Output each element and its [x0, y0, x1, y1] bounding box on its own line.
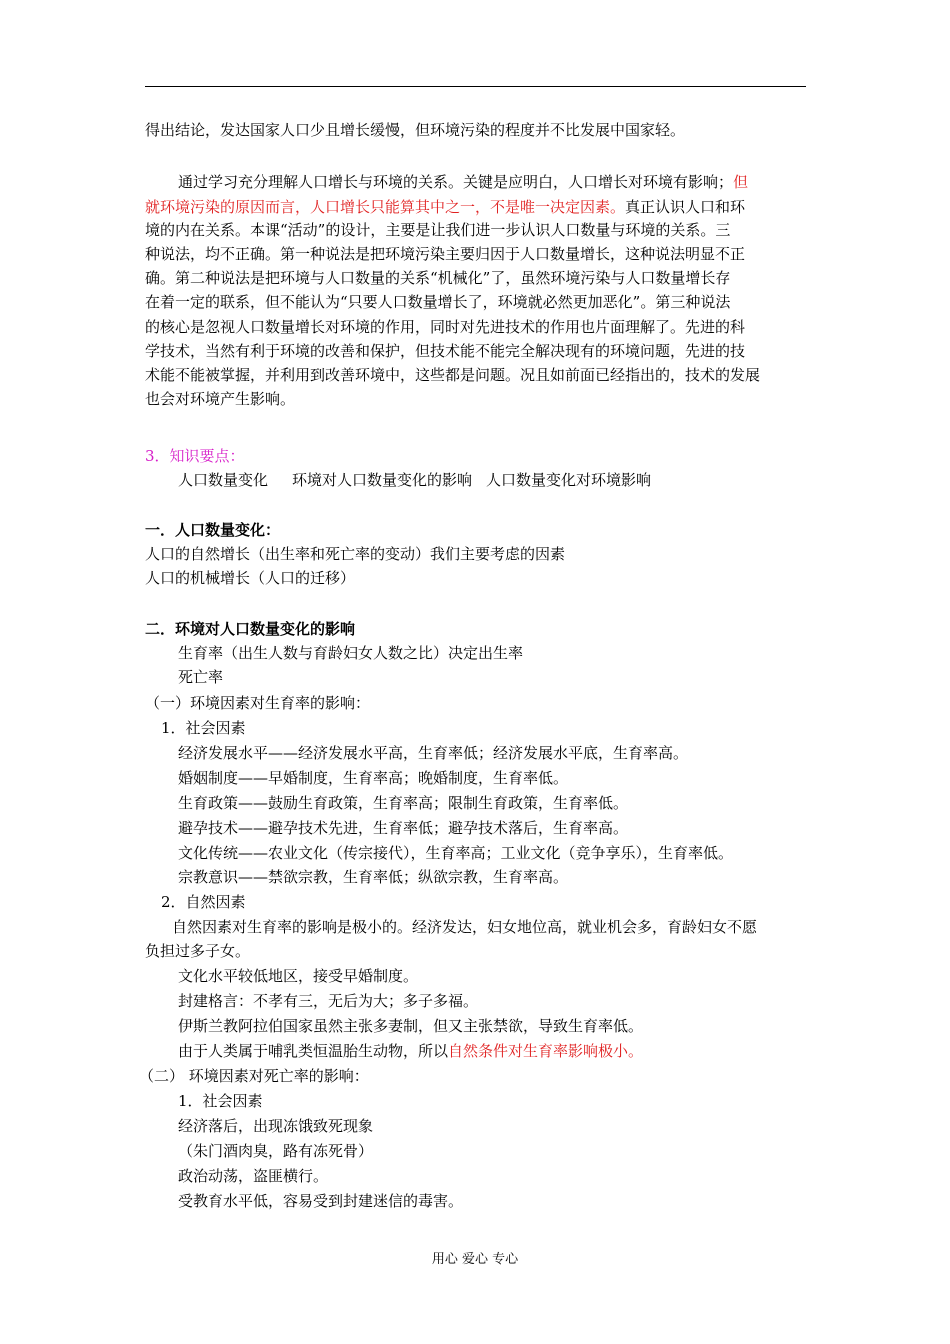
section2-line2: 死亡率: [178, 668, 224, 686]
natural-line-6: 由于人类属于哺乳类恒温胎生动物，所以自然条件对生育率影响极小。: [178, 1042, 644, 1060]
section2-heading: 二．环境对人口数量变化的影响: [145, 620, 356, 638]
para1-highlight: 就环境污染的原因而言，人口增长只能算其中之一，不是唯一决定因素。: [145, 198, 626, 216]
para1-highlight-start: 但: [733, 173, 749, 191]
section1-line1: 人口的自然增长（出生率和死亡率的变动）我们主要考虑的因素: [145, 545, 566, 563]
social-item-5: 文化传统——农业文化（传宗接代），生育率高；工业文化（竞争享乐），生育率低。: [178, 844, 734, 862]
para1-line3: 境的内在关系。本课“活动”的设计，主要是让我们进一步认识人口数量与环境的关系。三: [145, 221, 731, 239]
header-rule: [145, 86, 806, 87]
social-item-2: 婚姻制度——早婚制度，生育率高；晚婚制度，生育率低。: [178, 769, 569, 787]
para1-line9: 术能不能被掌握，并利用到改善环境中，这些都是问题。况且如前面已经指出的，技术的发展: [145, 366, 761, 384]
social-item-3: 生育政策——鼓励生育政策，生育率高；限制生育政策，生育率低。: [178, 794, 629, 812]
para1-line8: 学技术，当然有利于环境的改善和保护，但技术能不能完全解决现有的环境问题，先进的技: [145, 342, 746, 360]
natural-highlight: 自然条件对生育率影响极小。: [448, 1042, 644, 1060]
subsection-birth-heading: （一）环境因素对生育率的影响：: [145, 694, 371, 712]
death-item-3: 政治动荡，盗匪横行。: [178, 1167, 329, 1185]
natural-line-5: 伊斯兰教阿拉伯国家虽然主张多妻制，但又主张禁欲，导致生育率低。: [178, 1017, 644, 1035]
social-factors-heading: 1．社会因素: [161, 719, 246, 737]
social-item-4: 避孕技术——避孕技术先进，生育率低；避孕技术落后，生育率高。: [178, 819, 629, 837]
death-social-heading: 1．社会因素: [178, 1092, 263, 1110]
death-item-4: 受教育水平低，容易受到封建迷信的毒害。: [178, 1192, 464, 1210]
section1-line2: 人口的机械增长（人口的迁移）: [145, 569, 356, 587]
death-item-2: （朱门酒肉臭，路有冻死骨）: [178, 1142, 374, 1160]
subsection-death-heading: （二） 环境因素对死亡率的影响：: [139, 1067, 369, 1085]
natural-line-1: 自然因素对生育率的影响是极小的。经济发达，妇女地位高，就业机会多，育龄妇女不愿: [172, 918, 758, 936]
death-item-1: 经济落后，出现冻饿致死现象: [178, 1117, 374, 1135]
section2-line1: 生育率（出生人数与育龄妇女人数之比）决定出生率: [178, 644, 524, 662]
para1-line5: 确。第二种说法是把环境与人口数量的关系“机械化”了，虽然环境污染与人口数量增长存: [145, 269, 731, 287]
para1-line1: 通过学习充分理解人口增长与环境的关系。关键是应明白，人口增长对环境有影响；但: [178, 173, 749, 191]
para1-line2: 就环境污染的原因而言，人口增长只能算其中之一，不是唯一决定因素。真正认识人口和环: [145, 198, 746, 216]
knowledge-heading: 3．知识要点：: [145, 447, 245, 465]
natural-factors-heading: 2．自然因素: [161, 893, 246, 911]
natural-line-3: 文化水平较低地区，接受早婚制度。: [178, 967, 419, 985]
knowledge-item-2: 环境对人口数量变化的影响: [292, 471, 473, 489]
knowledge-items: [178, 470, 651, 490]
page-footer: 用心 爱心 专心: [431, 1252, 519, 1267]
social-item-6: 宗教意识——禁欲宗教，生育率低；纵欲宗教，生育率高。: [178, 868, 569, 886]
social-item-1: 经济发展水平——经济发展水平高，生育率低；经济发展水平底，生育率高。: [178, 744, 689, 762]
intro-line: 得出结论，发达国家人口少且增长缓慢，但环境污染的程度并不比发展中国家轻。: [145, 121, 686, 139]
natural-line-2: 负担过多子女。: [145, 942, 251, 960]
section1-heading: 一．人口数量变化：: [145, 521, 281, 539]
para1-line7: 的核心是忽视人口数量增长对环境的作用，同时对先进技术的作用也片面理解了。先进的科: [145, 318, 746, 336]
para1-line10: 也会对环境产生影响。: [145, 390, 296, 408]
para1-line4: 种说法，均不正确。第一种说法是把环境污染主要归因于人口数量增长，这种说法明显不正: [145, 245, 746, 263]
knowledge-item-3: 人口数量变化对环境影响: [486, 471, 652, 489]
knowledge-item-1: 人口数量变化: [178, 471, 269, 489]
para1-line6: 在着一定的联系，但不能认为“只要人口数量增长了，环境就必然更加恶化”。第三种说法: [145, 293, 731, 311]
natural-line-4: 封建格言：不孝有三，无后为大；多子多福。: [178, 992, 479, 1010]
